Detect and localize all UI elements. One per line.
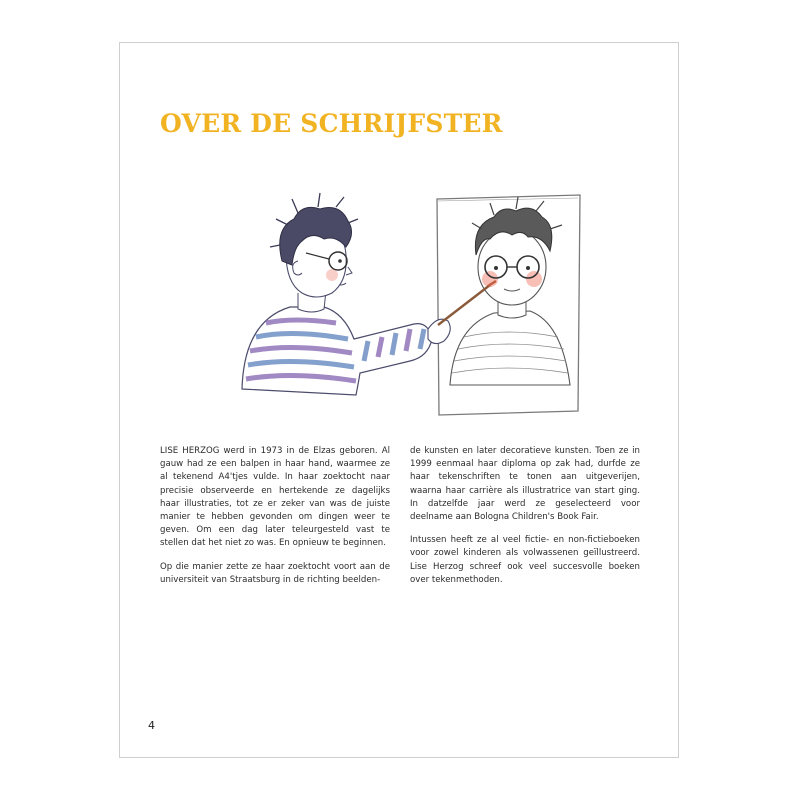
paragraph: de kunsten en later decoratieve kunsten. Toen ze in 1999 eenmaal haar diploma op zak had, durfde ze haar tekenschriften te tonen aan uitgeverijen, waarna haar carrière als illustratrice van start ging. In datzelfde jaar werd ze geselecteerd voor deelname aan Bologna Children's Book Fair.	[410, 446, 640, 523]
illustration-artist-drawing-self-portrait	[232, 189, 592, 419]
paragraph: LISE HERZOG werd in 1973 in de Elzas geboren. Al gauw had ze een balpen in haar hand, waarmee ze al tekenend A4'tjes vulde. In haar zoektocht naar precisie observeerde en hertekende ze dagelijks haar illustraties, tot ze er zeker van was de juiste manier te hebben gevonden om dingen weer te geven. Om een dag later teleurgesteld vast te stellen dat het niet zo was. En opnieuw te beginnen.	[160, 446, 390, 549]
page-title: OVER DE SCHRIJFSTER	[160, 109, 503, 138]
paragraph: Intussen heeft ze al veel fictie- en non-fictieboeken voor zowel kinderen als volwassenen geïllustreerd. Lise Herzog schreef ook veel succesvolle boeken over tekenmethoden.	[410, 535, 640, 585]
page-number: 4	[148, 719, 155, 732]
paragraph: Op die manier zette ze haar zoektocht voort aan de universiteit van Straatsburg in de richting beelden-	[160, 561, 390, 585]
text-column-left	[160, 445, 390, 597]
book-page	[119, 42, 679, 758]
text-column-right	[410, 445, 640, 597]
portrait-drawing	[450, 197, 570, 385]
